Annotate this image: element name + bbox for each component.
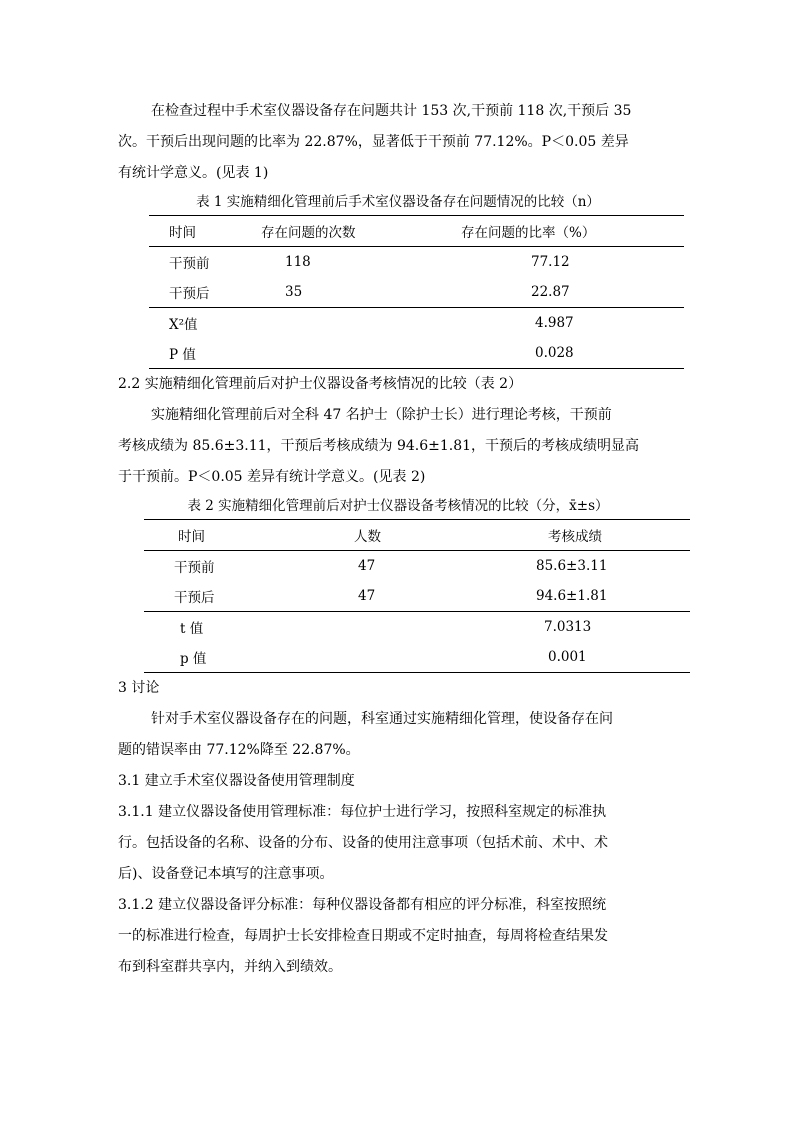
text-line: 实施精细化管理前后对全科 47 名护士（除护士长）进行理论考核，干预前 — [151, 407, 612, 423]
cell: X²值 — [149, 308, 261, 339]
cell: 干预后 — [174, 590, 215, 606]
paragraph-311 — [118, 797, 678, 890]
document-page — [118, 96, 678, 983]
text-line: 布到科室群共享内，并纳入到绩效。 — [118, 959, 342, 975]
cell: 7.0313 — [504, 612, 690, 643]
table-row — [149, 247, 684, 278]
text-line: 针对手术室仪器设备存在的问题，科室通过实施精细化管理，使设备存在问 — [151, 711, 613, 727]
table-row — [144, 581, 690, 612]
cell: 干预前 — [169, 256, 210, 272]
section-heading: 2.2 实施精细化管理前后对护士仪器设备考核情况的比较（表 2） — [118, 376, 523, 392]
text-line: 后)、设备登记本填写的注意事项。 — [118, 866, 334, 882]
table2-caption: 表 2 实施精细化管理前后对护士仪器设备考核情况的比较（分，x̄±s） — [187, 498, 609, 514]
cell: 0.001 — [504, 642, 690, 673]
cell: 0.028 — [461, 338, 684, 369]
section3-paragraph — [118, 704, 678, 766]
table1 — [149, 215, 684, 369]
cell: 22.87 — [531, 284, 570, 300]
section-heading: 3.1 建立手术室仪器设备使用管理制度 — [118, 773, 355, 789]
text-line: 考核成绩为 85.6±3.11，干预后考核成绩为 94.6±1.81，干预后的考核成绩明显高 — [118, 438, 640, 454]
table-header-row — [144, 520, 690, 551]
table-row — [144, 642, 690, 673]
cell: 118 — [285, 254, 311, 270]
table-row — [144, 612, 690, 643]
text-line: 3.1.1 建立仪器设备使用管理标准：每位护士进行学习，按照科室规定的标准执 — [118, 804, 607, 820]
text-line: 有统计学意义。(见表 1) — [118, 165, 269, 181]
cell: 47 — [358, 558, 376, 574]
header-count: 人数 — [314, 520, 504, 551]
cell: 77.12 — [531, 254, 570, 270]
header-rate: 存在问题的比率（%） — [461, 216, 684, 247]
text-line: 次。干预后出现问题的比率为 22.87%，显著低于干预前 77.12%。P＜0.05 差异 — [118, 134, 629, 150]
table-row — [149, 277, 684, 308]
cell: 4.987 — [461, 308, 684, 339]
cell: 干预前 — [174, 560, 215, 576]
intro-paragraph — [118, 96, 678, 189]
table2 — [144, 519, 690, 673]
header-time: 时间 — [149, 216, 261, 247]
text-line: 3.1.2 建立仪器设备评分标准：每种仪器设备都有相应的评分标准，科室按照统 — [118, 897, 607, 913]
header-time: 时间 — [144, 520, 314, 551]
header-count: 存在问题的次数 — [261, 216, 461, 247]
section22-paragraph — [118, 400, 678, 493]
cell: 94.6±1.81 — [536, 588, 608, 604]
cell — [314, 642, 504, 673]
text-line: 行。包括设备的名称、设备的分布、设备的使用注意事项（包括术前、术中、术 — [118, 835, 608, 851]
paragraph-312 — [118, 890, 678, 983]
cell — [314, 612, 504, 643]
header-score: 考核成绩 — [504, 520, 690, 551]
cell — [261, 338, 461, 369]
text-line: 于干预前。P＜0.05 差异有统计学意义。(见表 2) — [118, 469, 426, 485]
text-line: 题的错误率由 77.12%降至 22.87%。 — [118, 742, 360, 758]
cell: 干预后 — [169, 286, 210, 302]
cell: 85.6±3.11 — [536, 558, 608, 574]
cell — [261, 308, 461, 339]
section-heading: 3 讨论 — [118, 680, 160, 696]
table-row — [149, 338, 684, 369]
table-row — [149, 308, 684, 339]
cell: P 值 — [149, 338, 261, 369]
text-line: 一的标准进行检查，每周护士长安排检查日期或不定时抽查，每周将检查结果发 — [118, 928, 608, 944]
cell: 35 — [285, 284, 303, 300]
cell: 47 — [358, 588, 376, 604]
cell: p 值 — [144, 642, 314, 673]
table1-caption: 表 1 实施精细化管理前后手术室仪器设备存在问题情况的比较（n） — [196, 194, 600, 210]
table-row — [144, 551, 690, 582]
table-header-row — [149, 216, 684, 247]
cell: t 值 — [144, 612, 314, 643]
text-line: 在检查过程中手术室仪器设备存在问题共计 153 次,干预前 118 次,干预后 35 — [151, 103, 632, 119]
